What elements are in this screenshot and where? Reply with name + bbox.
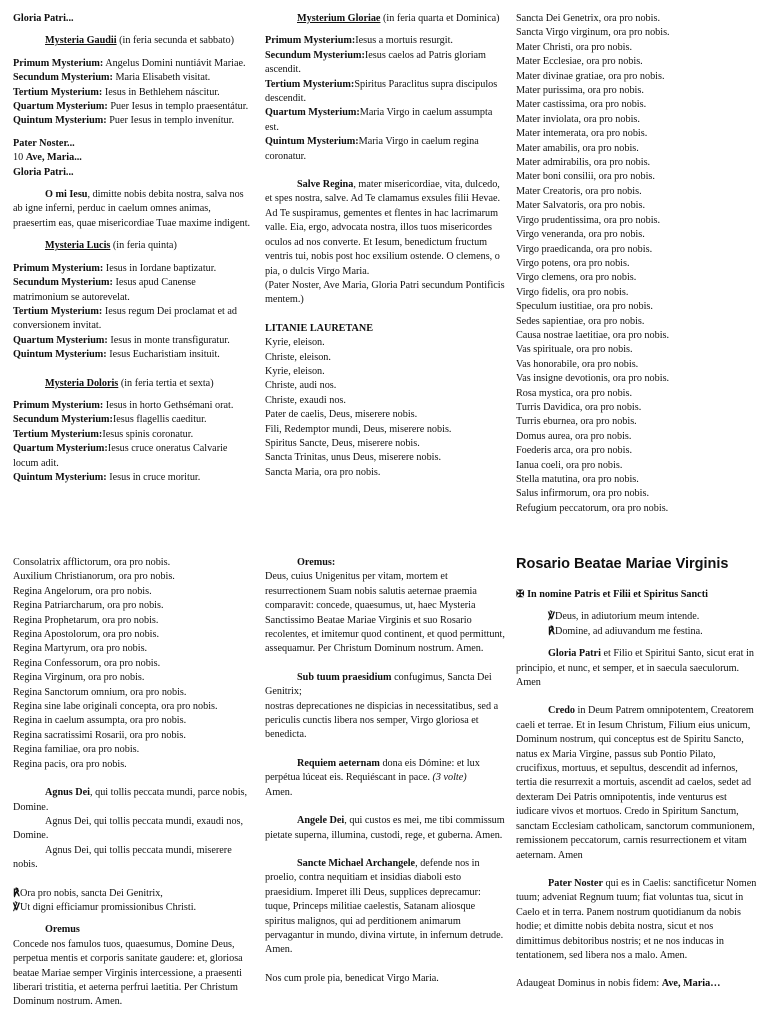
agnus-dei-line: Agnus Dei, qui tollis peccata mundi, exaudi nos, Domine. bbox=[13, 815, 244, 842]
litany-line: Mater inviolata, ora pro nobis. bbox=[516, 113, 640, 125]
litany-line: Vas honorabile, ora pro nobis. bbox=[516, 358, 639, 370]
mystery-line: Tertium Mysterium:Spiritus Paraclitus supra discipulos descendit. bbox=[265, 78, 498, 105]
mystery-line: Quintum Mysterium: Iesus Eucharistiam insituit. bbox=[13, 349, 220, 361]
oremus-prayer: Concede nos famulos tuos, quaesumus, Domine Deus, perpetua mentis et corporis sanitate gaudere: et, gloriosa beatae Mariae semper Virginis intercessione, a praesenti liberari tristitia, et aeterna perfrui laetitia. Per Christum Dominum nostrum. Amen. bbox=[13, 938, 243, 1008]
sub-tuum-prayer-cont: nostras deprecationes ne dispicias in necessitatibus, sed a periculis cunctis libera nos semper, Virgo gloriosa et benedicta. bbox=[265, 700, 499, 741]
response-icon: ℟ bbox=[13, 887, 20, 899]
section-heading: Mysteria Lucis (in feria quinta) bbox=[45, 240, 177, 252]
mystery-line: Primum Mysterium: Iesus in Iordane baptizatur. bbox=[13, 262, 217, 274]
mystery-line: Secundum Mysterium: Iesus apud Canense matrimonium se autorevelat. bbox=[13, 277, 196, 303]
litany-line: Stella matutina, ora pro nobis. bbox=[516, 474, 639, 485]
litany-line: Regina Sanctorum omnium, ora pro nobis. bbox=[13, 686, 187, 698]
ten-ave-line: 10 Ave, Maria... bbox=[13, 152, 82, 164]
pater-noster-line: Pater Noster... bbox=[13, 137, 75, 149]
mystery-line: Secundum Mysterium:Iesus caelos ad Patris gloriam ascendit. bbox=[265, 49, 486, 76]
gloriae-title: Mysterium Gloriae bbox=[297, 13, 381, 24]
litany-line: Mater divinae gratiae, ora pro nobis. bbox=[516, 70, 665, 82]
section-heading bbox=[13, 34, 253, 48]
o-mi-iesu-prayer: O mi Iesu, dimitte nobis debita nostra, salva nos ab igne inferni, perduc in caelum omnes animas, praesertim eas, quae misericordiae Tuae maxime indigent. bbox=[13, 189, 251, 229]
litany-line: Mater Salvatoris, ora pro nobis. bbox=[516, 200, 646, 212]
litany-line: Sancta Trinitas, unus Deus, miserere nobis. bbox=[265, 452, 442, 464]
litany-line: Sedes sapientiae, ora pro nobis. bbox=[516, 315, 645, 327]
mystery-line: Quintum Mysterium: Iesus in cruce moritur. bbox=[13, 471, 201, 483]
doloris-title: Mysteria Doloris bbox=[45, 377, 119, 389]
versicle-line: ℟Ora pro nobis, sancta Dei Genitrix, bbox=[13, 887, 163, 899]
litany-line: Christe, exaudi nos. bbox=[265, 394, 346, 406]
litany-line: Foederis arca, ora pro nobis. bbox=[516, 445, 632, 457]
litany-line: Regina Virginum, ora pro nobis. bbox=[13, 672, 145, 684]
litany-line: Regina pacis, ora pro nobis. bbox=[13, 758, 127, 770]
oremus-title: Oremus bbox=[45, 924, 80, 936]
litany-line: Sancta Virgo virginum, ora pro nobis. bbox=[516, 27, 670, 39]
litany-line: Mater purissima, ora pro nobis. bbox=[516, 85, 644, 97]
litany-line: Consolatrix afflictorum, ora pro nobis. bbox=[13, 557, 171, 568]
gaudii-title: Mysteria Gaudii bbox=[45, 35, 117, 47]
litany-list bbox=[516, 12, 756, 516]
litany-line: Regina Apostolorum, ora pro nobis. bbox=[13, 629, 160, 641]
litany-line: Virgo clemens, ora pro nobis. bbox=[516, 272, 637, 284]
sub-tuum-prayer: Sub tuum praesidium confugimus, Sancta Dei Genitrix; bbox=[265, 671, 492, 698]
salve-regina-prayer: Salve Regina, mater misericordiae, vita, dulcedo, et spes nostra, salve. Ad Te clamamus exsules filii Hevae. Ad Te suspiramus, gementes et flentes in hac lacrimarum valle. Eia, ergo, advocata nostra, illos tuos misericordes oculos ad nos converte. Et Iesum, benedictum fructum ventris tui, nobis post hoc exsilium ostende. O clemens, o pia, o dulcis Virgo Maria. bbox=[265, 179, 501, 277]
final-blessing: Nos cum prole pia, benedicat Virgo Maria. bbox=[265, 972, 439, 984]
litany-line: Regina Prophetarum, ora pro nobis. bbox=[13, 614, 159, 626]
litany-line: Mater Creatoris, ora pro nobis. bbox=[516, 185, 642, 197]
litany-line: Kyrie, eleison. bbox=[265, 337, 325, 349]
michael-prayer: Sancte Michael Archangele, defende nos in proelio, contra nequitiam et insidias diaboli esto praesidium. Imperet illi Deus, supplices deprecamur: tuque, Princeps militiae caelestis, Satanam aliosque spiritus malignos, qui ad perditionem animarum pervagantur in mundo, divina virtute, in infernum detrude. Amen. bbox=[265, 857, 504, 956]
requiem-amen: Amen. bbox=[265, 786, 293, 798]
mystery-line: Quintum Mysterium: Puer Iesus in templo invenítur. bbox=[13, 115, 235, 127]
litany-line: Vas insigne devotionis, ora pro nobis. bbox=[516, 373, 670, 385]
gloria-patri-line: Gloria Patri... bbox=[13, 13, 74, 24]
versicle-icon: ℣ bbox=[13, 901, 20, 913]
litany-line: Mater Ecclesiae, ora pro nobis. bbox=[516, 56, 643, 68]
litany-line: Christe, audi nos. bbox=[265, 380, 337, 392]
mystery-line: Quartum Mysterium: Iesus in monte transfiguratur. bbox=[13, 334, 230, 346]
litany-line: Speculum iustitiae, ora pro nobis. bbox=[516, 301, 653, 313]
mystery-line: Primum Mysterium:Iesus a mortuis resurgit. bbox=[265, 35, 453, 47]
mystery-line: Tertium Mysterium: Iesus in Bethlehem náscitur. bbox=[13, 86, 220, 98]
agnus-dei-line: Agnus Dei, qui tollis peccata mundi, parce nobis, Domine. bbox=[13, 787, 248, 813]
litany-line: Virgo praedicanda, ora pro nobis. bbox=[516, 243, 653, 255]
litany-line: Virgo prudentissima, ora pro nobis. bbox=[516, 214, 661, 226]
column-bottom-middle bbox=[265, 556, 505, 986]
litany-line: Virgo veneranda, ora pro nobis. bbox=[516, 229, 645, 241]
response-icon: ℟ bbox=[548, 625, 555, 637]
pater-noster-prayer: Pater Noster qui es in Caelis: sanctificetur Nomen tuum; adveniat Regnum tuum; fiat voluntas tua, sicut in Caelo et in terra. Panem nostrum quotidianum da nobis hodie; et dimitte nobis debita nostra, sicut et nos dimittimus debitoribus nostris; et ne nos inducas in tentationem, sed libera nos a malo. Amen. bbox=[516, 877, 757, 961]
mystery-line: Quartum Mysterium: Puer Iesus in templo praesentátur. bbox=[13, 101, 249, 113]
requiem-prayer: Requiem aeternam dona eis Dómine: et lux perpétua lúceat eis. Requiéscant in pace. (3 volte) bbox=[265, 757, 480, 784]
litany-line: Vas spirituale, ora pro nobis. bbox=[516, 344, 633, 356]
versicle-icon: ℣ bbox=[548, 611, 555, 623]
litany-line: Refugium peccatorum, ora pro nobis. bbox=[516, 502, 669, 514]
litany-line: Christe, eleison. bbox=[265, 351, 331, 363]
litany-line: Regina Angelorum, ora pro nobis. bbox=[13, 585, 152, 597]
mystery-line: Secundum Mysterium: Maria Elisabeth visitat. bbox=[13, 72, 211, 84]
cross-icon: ✠ bbox=[516, 589, 525, 600]
litany-line: Sancta Maria, ora pro nobis. bbox=[265, 466, 381, 478]
mystery-line: Quartum Mysterium:Iesus cruce oneratus Calvarie locum adit. bbox=[13, 443, 228, 469]
column-top-right bbox=[516, 12, 756, 516]
mystery-line: Tertium Mysterium:Iesus spinis coronatur. bbox=[13, 428, 194, 440]
litany-line: Fili, Redemptor mundi, Deus, miserere nobis. bbox=[265, 423, 452, 435]
page-title: Rosario Beatae Mariae Virginis bbox=[516, 556, 729, 572]
litany-line: Auxilium Christianorum, ora pro nobis. bbox=[13, 571, 175, 583]
litany-line: Regina Confessorum, ora pro nobis. bbox=[13, 657, 161, 669]
litany-line: Regina sacratissimi Rosarii, ora pro nobis. bbox=[13, 729, 186, 741]
gaudii-note: (in feria secunda et sabbato) bbox=[116, 35, 234, 47]
response-line: ℟Domine, ad adiuvandum me festina. bbox=[548, 625, 703, 637]
section-heading: Mysteria Doloris (in feria tertia et sexta) bbox=[45, 377, 214, 389]
oremus-title: Oremus: bbox=[297, 557, 336, 568]
section-heading: Mysterium Gloriae (in feria quarta et Dominica) bbox=[297, 13, 500, 24]
litany-line: Mater intemerata, ora pro nobis. bbox=[516, 128, 648, 140]
salve-note: (Pater Noster, Ave Maria, Gloria Patri secundum Pontificis mentem.) bbox=[265, 279, 505, 306]
gloria-patri-line: Gloria Patri... bbox=[13, 166, 74, 178]
litany-line: Causa nostrae laetitiae, ora pro nobis. bbox=[516, 329, 670, 341]
credo-prayer: Credo in Deum Patrem omnipotentem, Creatorem caeli et terrae. Et in Iesum Christum, Filium eius unicum, Dominum nostrum, qui conceptus est de Spiritu Sancto, natus ex Maria Virgine, passus sub Pontio Pilato, crucifixus, mortuus, et sepultus, descendit ad infernos, tertia die resurrexit a mortuis, ascendit ad caelos, sedet ad dexteram Dei Patris omnipotentis, inde venturus est iudicare vivos et mortuos. Credo in Spiritum Sanctum, sanctam Ecclesiam catholicam, sanctorum communionem, remissionem peccatorum, carnis resurrectionem et vitam aeternam. Amen bbox=[516, 705, 755, 861]
litany-line: Regina in caelum assumpta, ora pro nobis. bbox=[13, 715, 187, 727]
litany-line: Mater amabilis, ora pro nobis. bbox=[516, 142, 639, 154]
column-top-middle bbox=[265, 12, 505, 480]
litany-line: Ianua coeli, ora pro nobis. bbox=[516, 459, 623, 471]
in-nomine-line: ✠ In nomine Patris et Filii et Spiritus Sancti bbox=[516, 589, 708, 600]
litany-line: Pater de caelis, Deus, miserere nobis. bbox=[265, 409, 418, 421]
mystery-line: Secundum Mysterium:Iesus flagellis caeditur. bbox=[13, 414, 207, 426]
angele-dei-prayer: Angele Dei, qui custos es mei, me tibi commissum pietate superna, illumina, custodi, rege, et guberna. Amen. bbox=[265, 815, 505, 841]
litany-line: Rosa mystica, ora pro nobis. bbox=[516, 387, 633, 399]
mystery-line: Primum Mysterium: Angelus Domini nuntiávit Mariae. bbox=[13, 57, 246, 69]
litany-line: Spiritus Sancte, Deus, miserere nobis. bbox=[265, 437, 420, 449]
litany-line: Mater boni consilii, ora pro nobis. bbox=[516, 171, 655, 183]
column-bottom-left bbox=[13, 556, 253, 1010]
litany-line: Virgo potens, ora pro nobis. bbox=[516, 257, 630, 269]
litany-line: Mater Christi, ora pro nobis. bbox=[516, 41, 633, 53]
litanie-title: LITANIE LAURETANE bbox=[265, 322, 374, 334]
mystery-line: Primum Mysterium: Iesus in horto Gethsémani orat. bbox=[13, 399, 234, 411]
oremus-prayer: Deus, cuius Unigenitus per vitam, mortem et resurrectionem Suam nobis salutis aeternae praemia comparavit: concede, quaesumus, ut, haec Mysteria Sanctissimo Beatae Mariae Virginis et suo Rosario recolentes, et imitemur quod continent, et quod permittunt, assequamur. Per Christum Dominum nostrum. Amen. bbox=[265, 571, 505, 655]
litany-line: Domus aurea, ora pro nobis. bbox=[516, 430, 632, 442]
litany-line: Regina familiae, ora pro nobis. bbox=[13, 744, 140, 756]
litany-line: Regina Patriarcharum, ora pro nobis. bbox=[13, 600, 164, 612]
litany-line: Sancta Dei Genetrix, ora pro nobis. bbox=[516, 13, 660, 24]
litany-line: Virgo fidelis, ora pro nobis. bbox=[516, 286, 629, 298]
versicle-line: ℣Deus, in adiutorium meum intende. bbox=[548, 611, 700, 623]
litany-line: Mater castissima, ora pro nobis. bbox=[516, 99, 647, 111]
litany-line: Regina Martyrum, ora pro nobis. bbox=[13, 643, 148, 655]
litany-line: Mater admirabilis, ora pro nobis. bbox=[516, 157, 651, 169]
litany-list bbox=[13, 556, 253, 772]
column-top-left bbox=[13, 12, 253, 485]
litany-line: Kyrie, eleison. bbox=[265, 365, 325, 377]
mystery-line: Quintum Mysterium:Maria Virgo in caelum regina coronatur. bbox=[265, 136, 479, 162]
agnus-dei-line: Agnus Dei, qui tollis peccata mundi, miserere nobis. bbox=[13, 844, 232, 871]
lucis-title: Mysteria Lucis bbox=[45, 240, 111, 252]
litany-line: Turris eburnea, ora pro nobis. bbox=[516, 416, 637, 428]
litany-line: Regina sine labe originali concepta, ora pro nobis. bbox=[13, 701, 218, 713]
adaugeat-line: Adaugeat Dominus in nobis fidem: Ave, Maria… bbox=[516, 978, 721, 990]
litany-line: Salus infirmorum, ora pro nobis. bbox=[516, 488, 649, 500]
gloria-patri-prayer: Gloria Patri et Filio et Spiritui Santo, sicut erat in principio, et nunc, et semper, et in saecula saeculorum. Amen bbox=[516, 648, 754, 689]
response-line: ℣Ut digni efficiamur promissionibus Christi. bbox=[13, 901, 197, 913]
column-bottom-right bbox=[516, 554, 758, 992]
mystery-line: Tertium Mysterium: Iesus regum Dei proclamat et ad conversionem invitat. bbox=[13, 305, 237, 332]
mystery-line: Quartum Mysterium:Maria Virgo in caelum assumpta est. bbox=[265, 107, 493, 133]
litany-line: Turris Davidica, ora pro nobis. bbox=[516, 401, 642, 413]
